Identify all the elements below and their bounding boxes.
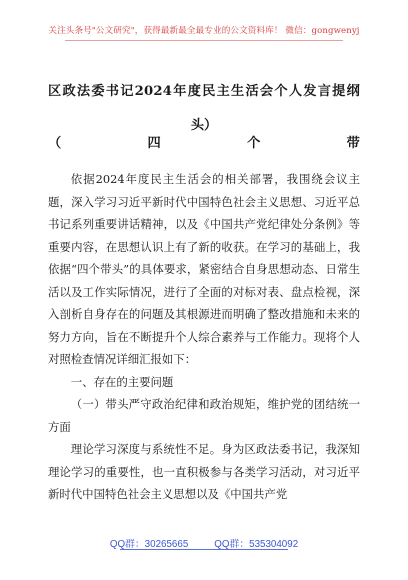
- header-promo-note: 关注头条号"公文研究"，获得最新最全最专业的公文资料库！ 微信：gongwenyj: [48, 26, 360, 36]
- document-title-continuation: 头）: [190, 118, 218, 133]
- section-heading: 一、存在的主要问题: [70, 374, 174, 389]
- subsection-heading: （一）带头严守政治纪律和政治规矩，维护党的团结统一方面: [48, 397, 360, 434]
- header-divider: [65, 40, 343, 41]
- intro-paragraph: 依据2024年度民主生活会的相关部署，我围绕会议主题，深入学习习近平新时代中国特色社会主义思想、习近平总书记系列重要讲话精神，以及《中国共产党纪律处分条例》等重要内容，在思想认识上有了新的收获。在学习的基础上，我依据“四个带头”的具体要求，紧密结合自身思想动态、日常生活以及工作实际情况，进行了全面的对标对表、盘点检视，深入剖析自身存在的问题及其根源进而明确了整改措施和未来的努力方向，旨在不断提升个人综合素养与工作能力。现将个人对照检查情况详细汇报如下：: [48, 172, 360, 366]
- footer-contacts: [0, 536, 408, 550]
- footer-qq-group-1[interactable]: QQ群：30265665: [109, 539, 189, 550]
- footer-qq-group-2[interactable]: QQ群：535304092: [214, 539, 299, 550]
- document-body: [48, 168, 360, 506]
- body-paragraph: 理论学习深度与系统性不足。身为区政法委书记，我深知理论学习的重要性，也一直积极参与各类学习活动，对习近平新时代中国特色社会主义思想以及《中国共产党: [48, 442, 360, 501]
- document-title: 区政法委书记2024年度民主生活会个人发言提纲（四个带: [48, 84, 360, 151]
- footer-underline: [120, 549, 288, 550]
